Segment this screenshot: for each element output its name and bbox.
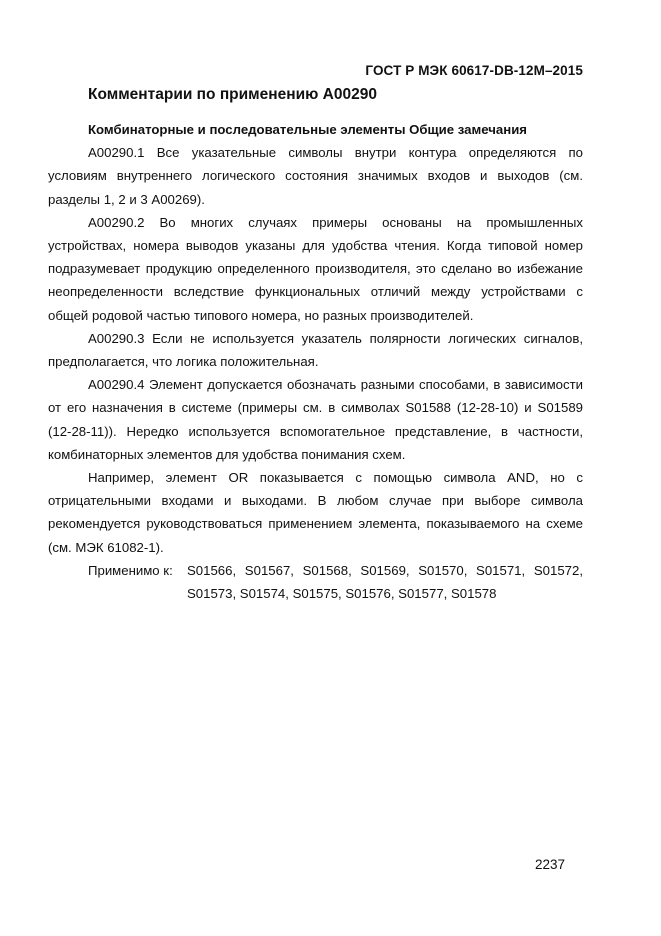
subheading: Комбинаторные и последовательные элементы Общие замечания: [88, 122, 527, 137]
paragraph-example: Например, элемент OR показывается с помощью символа AND, но с отрицательными входами и выходами. В любом случае при выборе символа рекомендуется руководствоваться применением элемента, показываемого на схеме (см. МЭК 61082-1).: [48, 470, 583, 555]
paragraph-a00290-3: A00290.3 Если не используется указатель полярности логических сигналов, предполагается, что логика положительная.: [48, 330, 583, 370]
standard-code: ГОСТ Р МЭК 60617-DB-12M–2015: [365, 63, 583, 78]
applies-to-symbols: S01566, S01567, S01568, S01569, S01570, S01571, S01572, S01573, S01574, S01575, S01576, S01577, S01578: [187, 562, 583, 602]
applies-to: [48, 559, 583, 605]
applies-to-label: Применимо к:: [88, 562, 173, 578]
paragraph-a00290-2: A00290.2 Во многих случаях примеры основаны на промышленных устройствах, номера выводов указаны для удобства чтения. Когда типовой номер подразумевает продукцию определенного производителя, это сделано во избежание неопределенности вследствие функциональных отличий между устройствами с общей родовой частью типового номера, но разных производителей.: [48, 214, 583, 323]
body-text: [48, 118, 583, 605]
paragraph-a00290-1: A00290.1 Все указательные символы внутри контура определяются по условиям внутреннего логического состояния значимых входов и выходов (см. разделы 1, 2 и 3 A00269).: [48, 145, 583, 207]
paragraph-a00290-4: A00290.4 Элемент допускается обозначать разными способами, в зависимости от его назначения в системе (примеры см. в символах S01588 (12-28-10) и S01589 (12-28-11)). Нередко используется вспомогательное представление, в частности, комбинаторных элементов для удобства понимания схем.: [48, 377, 583, 462]
section-title: Комментарии по применению A00290: [88, 86, 377, 103]
page-number: 2237: [534, 857, 565, 872]
